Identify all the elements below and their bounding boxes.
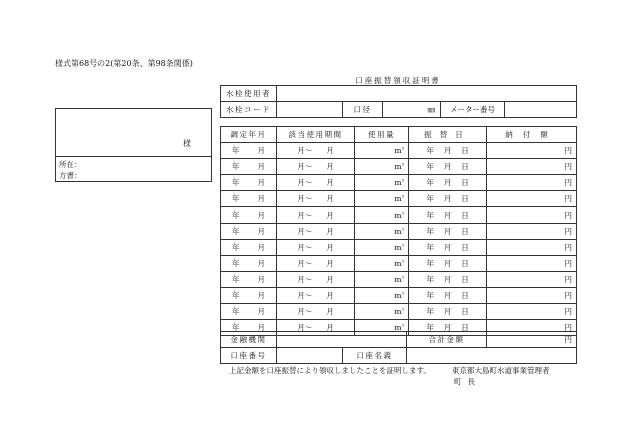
billing-month-cell[interactable]: 年 月 bbox=[221, 239, 277, 255]
usage-cell[interactable]: $m^3$ bbox=[355, 271, 409, 287]
usage-period-cell[interactable]: 月～ 月 bbox=[277, 320, 355, 336]
usage-period-cell[interactable]: 月～ 月 bbox=[277, 239, 355, 255]
table-row bbox=[221, 175, 577, 191]
transfer-date-cell[interactable]: 年 月 日 bbox=[409, 223, 487, 239]
usage-cell[interactable]: $m^3$ bbox=[355, 207, 409, 223]
usage-period-cell[interactable]: 月～ 月 bbox=[277, 143, 355, 159]
usage-cell[interactable]: $m^3$ bbox=[355, 143, 409, 159]
payment-table bbox=[220, 126, 577, 336]
sama-label: 様 bbox=[183, 139, 191, 148]
billing-month-cell[interactable]: 年 月 bbox=[221, 271, 277, 287]
billing-month-cell[interactable]: 年 月 bbox=[221, 255, 277, 271]
payment-amount-cell[interactable]: 円 bbox=[487, 159, 577, 175]
payment-amount-cell[interactable]: 円 bbox=[487, 320, 577, 336]
transfer-date-cell[interactable]: 年 月 日 bbox=[409, 239, 487, 255]
billing-month-cell[interactable]: 年 月 bbox=[221, 175, 277, 191]
signer-title: 町長 bbox=[454, 377, 481, 386]
form-number: 様式第68号の2(第20条、第98条関係) bbox=[55, 59, 193, 68]
billing-month-cell[interactable]: 年 月 bbox=[221, 223, 277, 239]
bank-label: 金融機関 bbox=[221, 332, 277, 348]
address-label: 所在： bbox=[59, 160, 82, 169]
usage-cell[interactable]: $m^3$ bbox=[355, 304, 409, 320]
total-label: 合計金額 bbox=[407, 332, 487, 348]
usage-cell[interactable]: $m^3$ bbox=[355, 320, 409, 336]
certification-text: 上記金額を口座振替により領収しましたことを証明します。 bbox=[229, 366, 431, 375]
usage-cell[interactable]: $m^3$ bbox=[355, 223, 409, 239]
col-payment-amount: 納付額 bbox=[487, 127, 577, 143]
transfer-date-cell[interactable]: 年 月 日 bbox=[409, 191, 487, 207]
table-row bbox=[221, 304, 577, 320]
transfer-date-cell[interactable]: 年 月 日 bbox=[409, 255, 487, 271]
bank-info-table bbox=[220, 331, 577, 364]
payment-amount-cell[interactable]: 円 bbox=[487, 175, 577, 191]
issuer-name: 東京都大島町水道事業管理者 bbox=[452, 366, 550, 375]
usage-period-cell[interactable]: 月～ 月 bbox=[277, 255, 355, 271]
account-number-field[interactable] bbox=[277, 348, 343, 364]
document-title: 口座振替領収証明書 bbox=[355, 76, 441, 85]
table-row bbox=[221, 271, 577, 287]
table-row bbox=[221, 207, 577, 223]
water-user-label: 水栓使用者 bbox=[221, 86, 277, 102]
table-row bbox=[221, 239, 577, 255]
diameter-unit: ㎜ bbox=[423, 102, 441, 118]
billing-month-cell[interactable]: 年 月 bbox=[221, 287, 277, 303]
col-transfer-date: 振替日 bbox=[409, 127, 487, 143]
account-name-label: 口座名義 bbox=[343, 348, 407, 364]
table-row bbox=[221, 191, 577, 207]
table-row bbox=[221, 255, 577, 271]
meter-number-field[interactable] bbox=[505, 102, 577, 118]
table-header-row bbox=[221, 127, 577, 143]
payment-amount-cell[interactable]: 円 bbox=[487, 191, 577, 207]
payment-amount-cell[interactable]: 円 bbox=[487, 207, 577, 223]
transfer-date-cell[interactable]: 年 月 日 bbox=[409, 320, 487, 336]
col-billing-month: 調定年月 bbox=[221, 127, 277, 143]
table-row bbox=[221, 159, 577, 175]
table-row bbox=[221, 143, 577, 159]
usage-period-cell[interactable]: 月～ 月 bbox=[277, 271, 355, 287]
transfer-date-cell[interactable]: 年 月 日 bbox=[409, 159, 487, 175]
payment-amount-cell[interactable]: 円 bbox=[487, 143, 577, 159]
total-field[interactable]: 円 bbox=[487, 332, 577, 348]
usage-cell[interactable]: $m^3$ bbox=[355, 159, 409, 175]
usage-period-cell[interactable]: 月～ 月 bbox=[277, 175, 355, 191]
payment-amount-cell[interactable]: 円 bbox=[487, 304, 577, 320]
usage-period-cell[interactable]: 月～ 月 bbox=[277, 207, 355, 223]
col-usage-period: 該当使用期間 bbox=[277, 127, 355, 143]
usage-cell[interactable]: $m^3$ bbox=[355, 191, 409, 207]
payment-amount-cell[interactable]: 円 bbox=[487, 271, 577, 287]
usage-cell[interactable]: $m^3$ bbox=[355, 287, 409, 303]
bank-field[interactable] bbox=[277, 332, 407, 348]
table-row bbox=[221, 223, 577, 239]
billing-month-cell[interactable]: 年 月 bbox=[221, 304, 277, 320]
transfer-date-cell[interactable]: 年 月 日 bbox=[409, 287, 487, 303]
billing-month-cell[interactable]: 年 月 bbox=[221, 320, 277, 336]
table-row bbox=[221, 287, 577, 303]
transfer-date-cell[interactable]: 年 月 日 bbox=[409, 304, 487, 320]
transfer-date-cell[interactable]: 年 月 日 bbox=[409, 207, 487, 223]
transfer-date-cell[interactable]: 年 月 日 bbox=[409, 271, 487, 287]
diameter-label: 口径 bbox=[343, 102, 383, 118]
meter-number-label: メーター番号 bbox=[441, 102, 505, 118]
payment-amount-cell[interactable]: 円 bbox=[487, 223, 577, 239]
diameter-field[interactable] bbox=[383, 102, 423, 118]
usage-cell[interactable]: $m^3$ bbox=[355, 239, 409, 255]
addressee-box bbox=[55, 108, 212, 182]
meter-info-table bbox=[220, 85, 577, 118]
usage-period-cell[interactable]: 月～ 月 bbox=[277, 223, 355, 239]
payment-amount-cell[interactable]: 円 bbox=[487, 287, 577, 303]
usage-period-cell[interactable]: 月～ 月 bbox=[277, 159, 355, 175]
addressee-divider bbox=[56, 156, 211, 157]
meter-code-field[interactable] bbox=[277, 102, 343, 118]
billing-month-cell[interactable]: 年 月 bbox=[221, 159, 277, 175]
account-number-label: 口座番号 bbox=[221, 348, 277, 364]
meter-code-label: 水栓コード bbox=[221, 102, 277, 118]
payment-amount-cell[interactable]: 円 bbox=[487, 255, 577, 271]
billing-month-cell[interactable]: 年 月 bbox=[221, 207, 277, 223]
transfer-date-cell[interactable]: 年 月 日 bbox=[409, 143, 487, 159]
usage-period-cell[interactable]: 月～ 月 bbox=[277, 191, 355, 207]
payment-amount-cell[interactable]: 円 bbox=[487, 239, 577, 255]
care-of-label: 方書： bbox=[59, 171, 82, 180]
usage-cell[interactable]: $m^3$ bbox=[355, 255, 409, 271]
transfer-date-cell[interactable]: 年 月 日 bbox=[409, 175, 487, 191]
billing-month-cell[interactable]: 年 月 bbox=[221, 143, 277, 159]
billing-month-cell[interactable]: 年 月 bbox=[221, 191, 277, 207]
account-name-field[interactable] bbox=[407, 348, 577, 364]
usage-period-cell[interactable]: 月～ 月 bbox=[277, 304, 355, 320]
water-user-field[interactable] bbox=[277, 86, 577, 102]
usage-period-cell[interactable]: 月～ 月 bbox=[277, 287, 355, 303]
usage-cell[interactable]: $m^3$ bbox=[355, 175, 409, 191]
col-usage: 使用量 bbox=[355, 127, 409, 143]
